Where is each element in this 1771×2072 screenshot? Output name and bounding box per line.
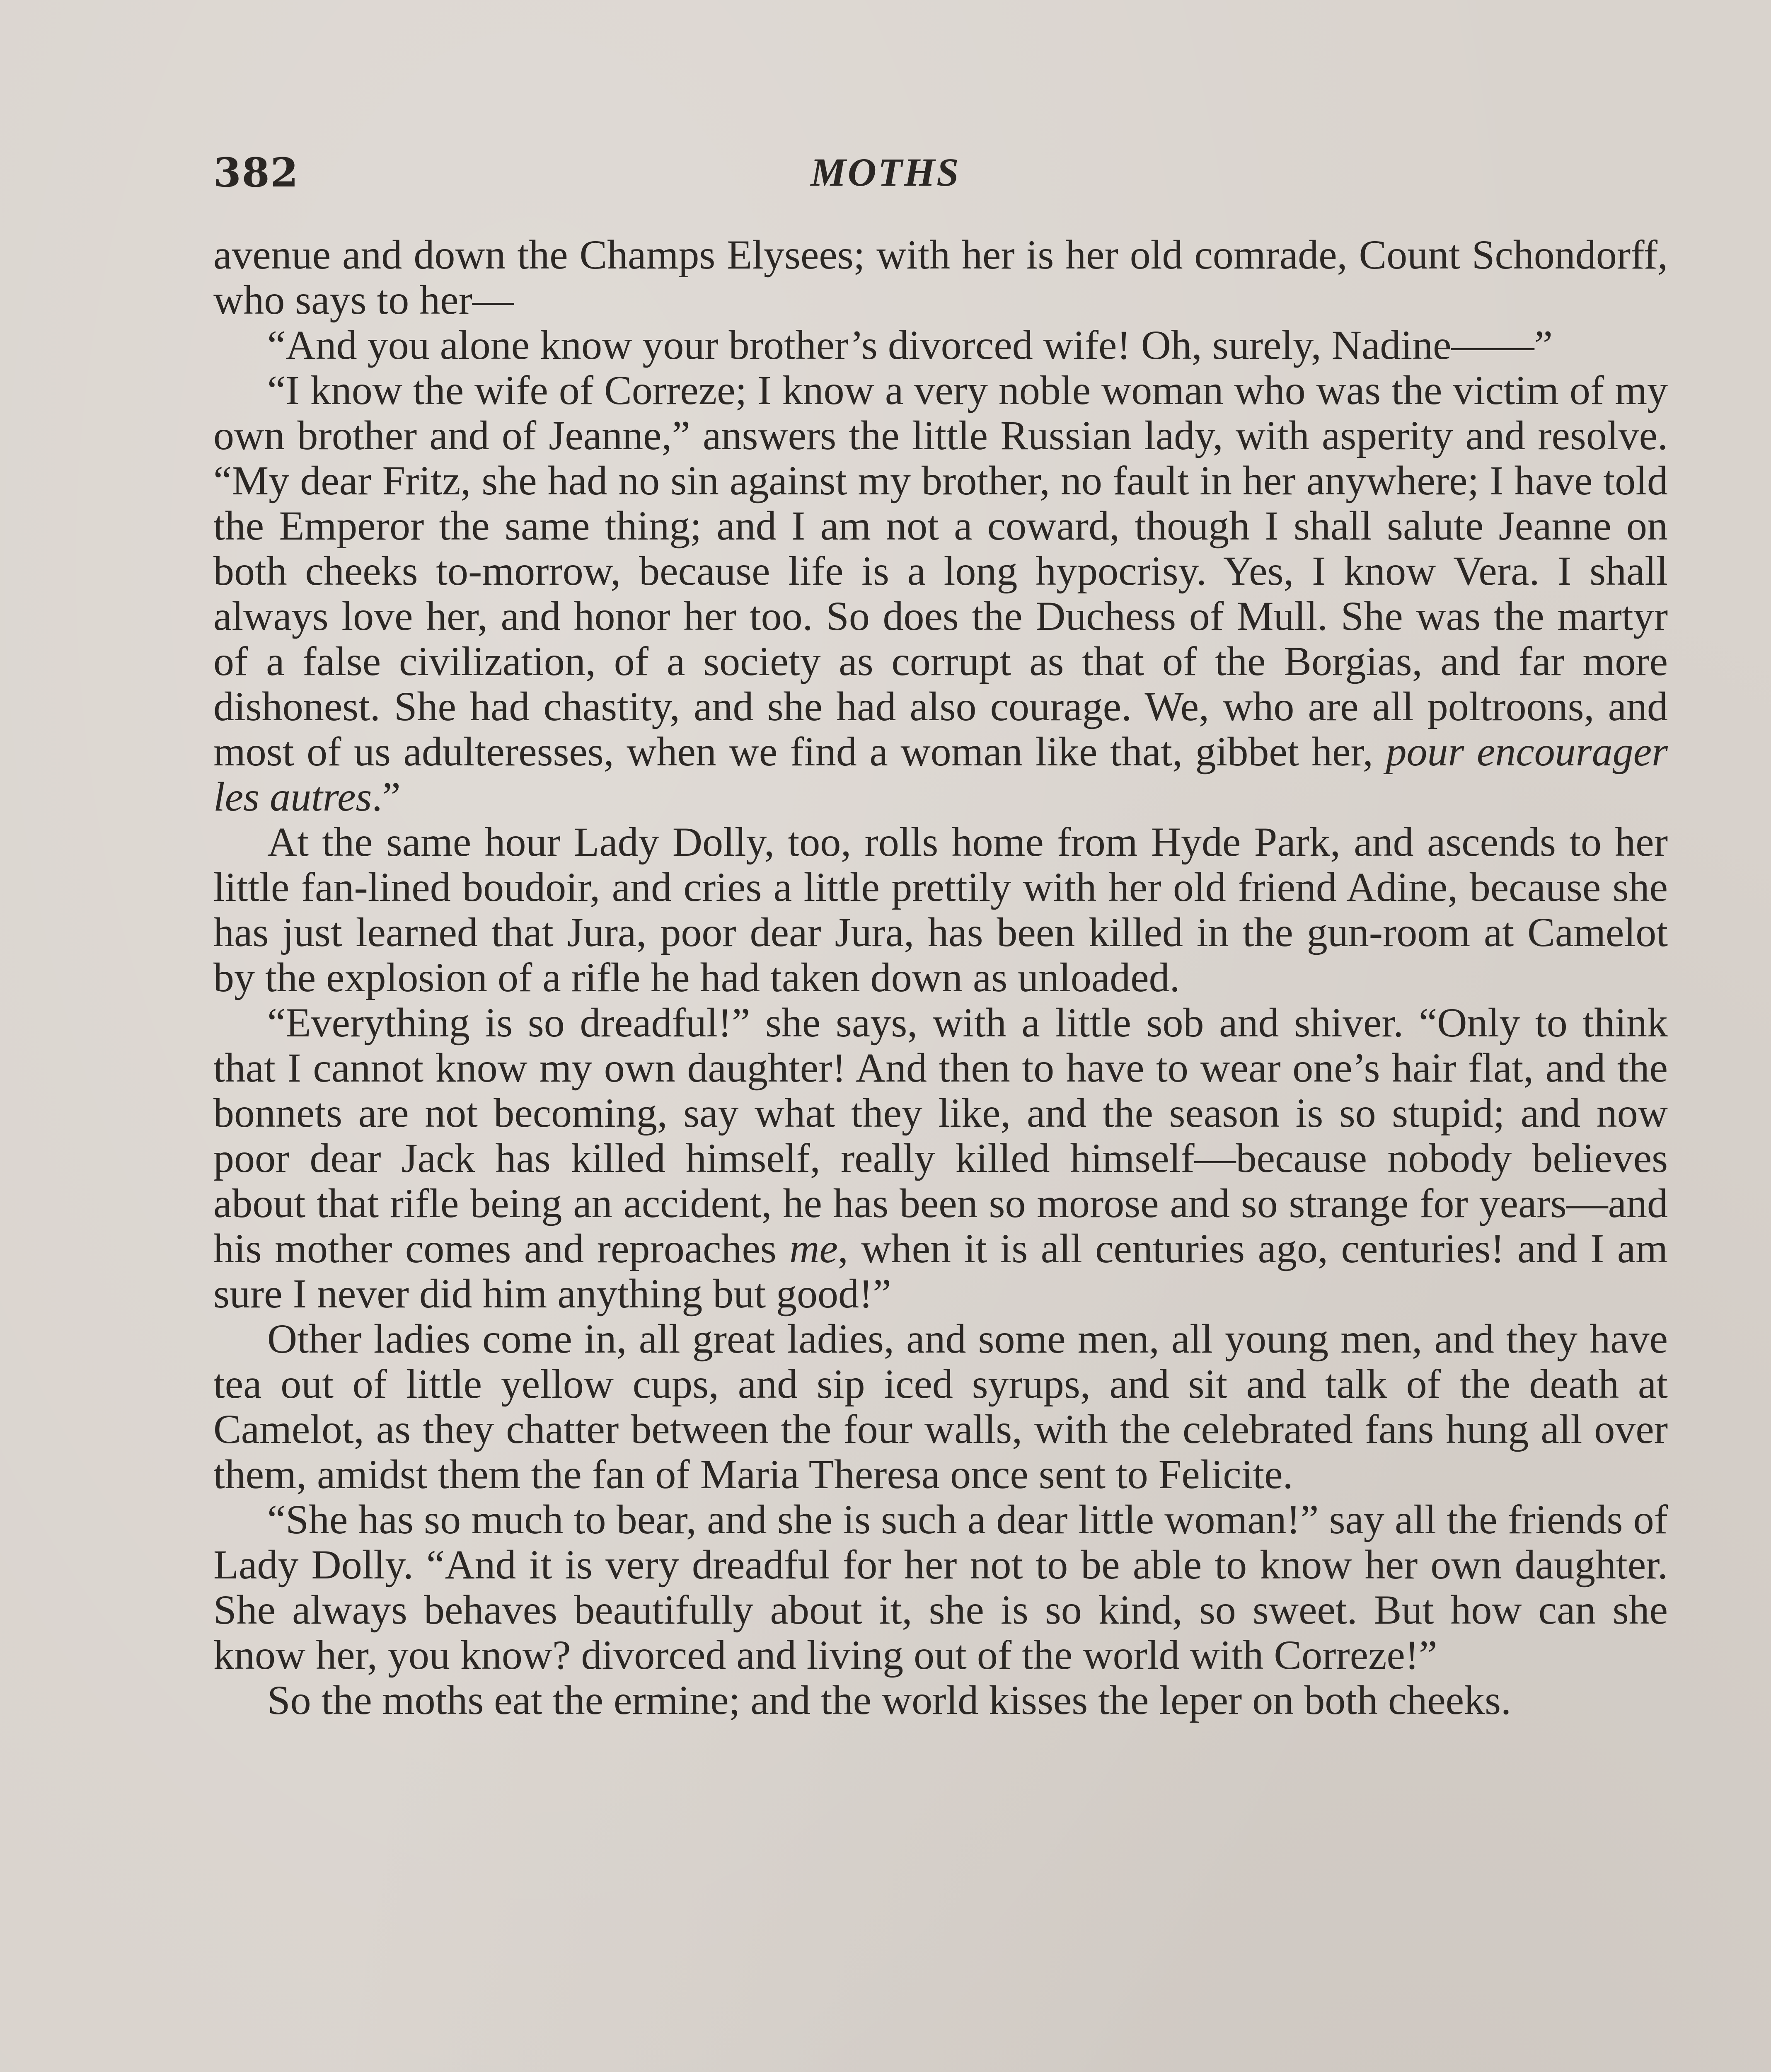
paragraph: avenue and down the Champs Elysees; with her is her old comrade, Count Schondorff, who says to her— <box>213 232 1668 323</box>
paragraph: Other ladies come in, all great ladies, and some men, all young men, and they have tea out of little yellow cups, and sip iced syrups, and sit and talk of the death at Camelot, as they chatter between the four walls, with the celebrated fans hung all over them, amidst them the fan of Maria Theresa once sent to Felicite. <box>213 1316 1668 1497</box>
paragraph: At the same hour Lady Dolly, too, rolls home from Hyde Park, and ascends to her little fan-lined boudoir, and cries a little prettily with her old friend Adine, because she has just learned that Jura, poor dear Jura, has been killed in the gun-room at Camelot by the explosion of a rifle he had taken down as unloaded. <box>213 819 1668 1000</box>
paragraph: “And you alone know your brother’s divorced wife! Oh, surely, Nadine——” <box>267 322 1553 368</box>
running-title: MOTHS <box>810 150 961 194</box>
paragraph: “Everything is so dreadful!” she says, with a little sob and shiver. “Only to think that I cannot know my own daughter! And then to have to wear one’s hair flat, and the bonnets are not becoming, say what they like, and the season is so stupid; and now poor dear Jack has killed himself, really killed himself—because nobody believes about that rifle being an accident, he has been so morose and so strange for years—and his mother comes and reproaches me, when it is all centuries ago, centuries! and I am sure I never did him anything but good!” <box>213 1000 1668 1317</box>
page-number: 382 <box>213 149 299 196</box>
paragraph: “She has so much to bear, and she is such a dear little woman!” say all the friends of Lady Dolly. “And it is very dreadful for her not to be able to know her own daughter. She always behaves beautifully about it, she is so kind, so sweet. But how can she know her, you know? divorced and living out of the world with Correze!” <box>213 1496 1668 1678</box>
body-text <box>213 232 1668 1723</box>
paragraph: “I know the wife of Correze; I know a very noble woman who was the victim of my own brother and of Jeanne,” answers the little Russian lady, with asperity and resolve. “My dear Fritz, she had no sin against my brother, no fault in her anywhere; I have told the Emperor the same thing; and I am not a coward, though I shall salute Jeanne on both cheeks to-morrow, because life is a long hypocrisy. Yes, I know Vera. I shall always love her, and honor her too. So does the Duchess of Mull. She was the martyr of a false civilization, of a society as corrupt as that of the Borgias, and far more dishonest. She had chastity, and she had also courage. We, who are all poltroons, and most of us adulteresses, when we find a woman like that, gibbet her, pour encourager les autres.” <box>213 367 1668 820</box>
paragraph: So the moths eat the ermine; and the world kisses the leper on both cheeks. <box>267 1677 1512 1723</box>
